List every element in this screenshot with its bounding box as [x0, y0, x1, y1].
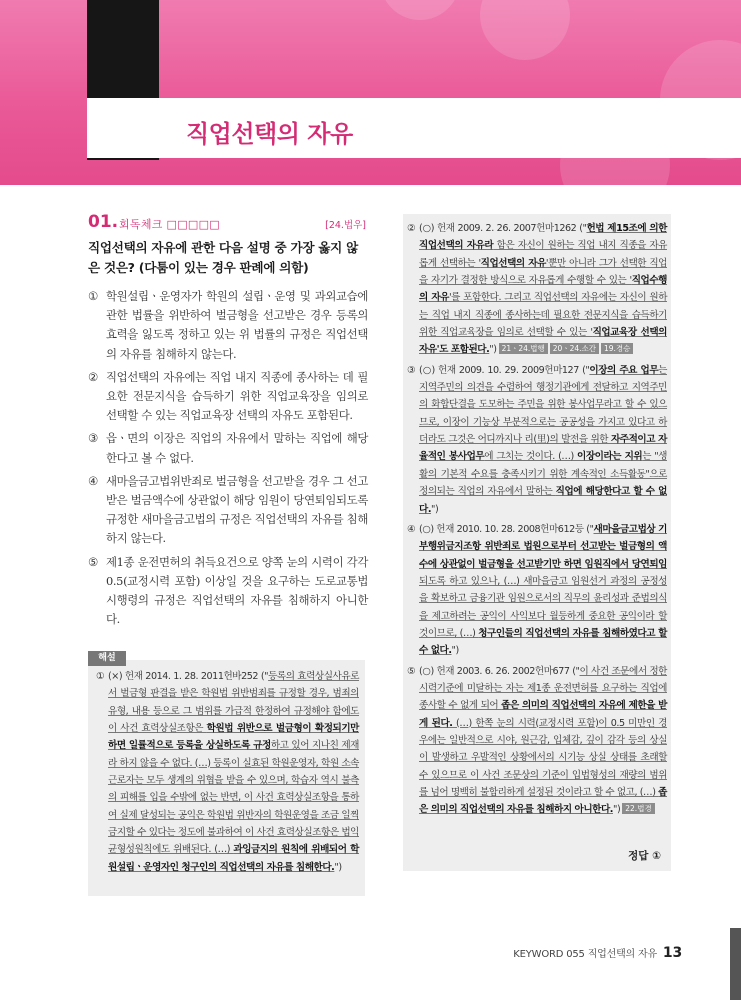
- answer-options: [88, 287, 368, 633]
- explanation-segment: (○) 헌재 2010. 10. 28. 2008헌마612등 (": [419, 523, 594, 535]
- explanation-segment: "): [613, 804, 621, 816]
- explanation-segment: 등록의 효력상실사유로서 벌금형 판결을 받은 학원법 위반범죄를 규정할 경우, 범죄의 유형, 내용 등으로 그 범위를 가급적 한정하여 규정해야 함에도 이 사건 효력상실조항은: [108, 671, 360, 735]
- explanation-tag: 해설: [88, 651, 126, 666]
- explanation-segment: 과잉금지의 원칙에 위배되어 학원설립ㆍ운영자인 청구인의 직업선택의 자유를 침해한다.: [108, 844, 359, 873]
- explanation-segment: '뿐만 아니라 그가 선택한 직업을 자기가 결정한 방식으로 자유롭게 수행할 수 있는 ': [419, 257, 667, 287]
- explanation-segment: 학원법 위반으로 벌금형이 확정되기만 하면 일률적으로 등록을 상실하도록 규정: [108, 723, 359, 752]
- keyword-label: KEYWORD: [100, 108, 156, 118]
- footer-text: KEYWORD 055 직업선택의 자유: [513, 949, 657, 960]
- option-mark: ④: [88, 473, 98, 488]
- option-mark: ③: [88, 431, 98, 446]
- exam-badge: 20ㆍ24.소간: [550, 343, 599, 354]
- explanation-segment: (○) 헌재 2009. 2. 26. 2007헌마1262 (": [419, 223, 587, 234]
- option-4[interactable]: [88, 472, 368, 549]
- explanation-paragraph-2: [407, 220, 667, 359]
- explanation-segment: "): [431, 503, 439, 515]
- option-mark: ⑤: [88, 554, 98, 569]
- option-text: 제1종 운전면허의 취득요건으로 양쪽 눈의 시력이 각각 0.5(교정시력 포함) 이상일 것을 요구하는 도로교통법 시행령의 규정은 직업선택의 자유를 침해하지 아니한다.: [106, 554, 368, 627]
- explanation-paragraph-1: [96, 668, 359, 876]
- explanation-mark: ②: [407, 223, 416, 234]
- explanation-segment: 에 그치는 것이다. (…): [484, 451, 577, 463]
- explanation-text-left: [96, 668, 359, 879]
- explanation-segment: 직업교육장 선택의 자유'도 포함된다.: [419, 327, 667, 356]
- explanation-mark: ①: [96, 671, 105, 682]
- decorative-circle: [380, 0, 460, 20]
- review-checkboxes: 회독체크 □□□□□: [119, 218, 220, 231]
- explanation-segment: 하고 있어 지나친 제재라 하지 않을 수 없다. (…) 등록이 실효된 학원운영자, 학원 소속 근로자는 모두 생계의 위협을 받을 수 있으며, 학습자 역시 불측의 피해를 입을 수밖에 없는 반면, 이 사건 효력상실조항을 통하여 실제 달성되는 공익은 학원법 위반자의 학원운영을 조금 일찍 금지할 수 있다는 정도에 불과하여 이 사건 효력상실조항은 법익균형성원칙에도 위배된다. (…): [108, 740, 359, 856]
- option-2[interactable]: [88, 368, 368, 426]
- explanation-segment: 직업선택의 자유: [480, 257, 546, 269]
- option-3[interactable]: [88, 429, 368, 467]
- option-text: 읍ㆍ면의 이장은 직업의 자유에서 말하는 직업에 해당한다고 볼 수 없다.: [106, 431, 368, 465]
- exam-badge: 19.경승: [601, 343, 633, 354]
- question-stem: 직업선택의 자유에 관한 다음 설명 중 가장 옳지 않은 것은? (다툼이 있는 경우 판례에 의함): [88, 240, 358, 275]
- explanation-segment: 는 "생활의 기본적 수요를 충족시키기 위한 계속적인 소득활동"으로 정의되는 직업의 자유에서 말하는: [419, 451, 667, 498]
- explanation-segment: 되도록 하고 있으나, (…) 새마을금고 임원선거 과정의 공정성을 확보하고 금융기관 임원으로서의 직무의 윤리성과 준법의식을 제고하려는 공익이 사익보다 월등하게 중요한 공익이라 할 것이므로, (…): [419, 575, 667, 639]
- explanation-segment: "): [489, 344, 497, 356]
- explanation-segment: (○) 헌재 2003. 6. 26. 2002헌마677 (": [419, 665, 580, 677]
- explanation-paragraph-5: [407, 663, 667, 819]
- option-text: 새마을금고법위반죄로 벌금형을 선고받을 경우 그 선고받은 벌금액수에 상관없이 해당 임원이 당연퇴임되도록 규정한 새마을금고법의 규정은 직업선택의 자유를 침해하지 않는다.: [106, 473, 368, 546]
- exam-source-tag: [24.법우]: [325, 220, 366, 231]
- option-mark: ②: [88, 369, 98, 384]
- explanation-segment: 는 지역주민의 의견을 수렴하여 행정기관에게 전달하고 지역주민의 화합단결을 도모하는 주민을 위한 봉사업무라고 할 수 있으므로, 이장이 기능상 부분적으로는 공공성을 가지고 있다고 하더라도 그것은 어디까지나 리(里)의 발전을 위한: [419, 364, 667, 446]
- explanation-segment: 직업에 해당한다고 할 수 없다.: [419, 486, 667, 515]
- page-title: 직업선택의 자유: [186, 120, 353, 148]
- option-text: 학원설립ㆍ운영자가 학원의 설립ㆍ운영 및 과외교습에 관한 법률을 위반하여 벌금형을 선고받은 경우 등록의 효력을 잃도록 정하고 있는 위 법률의 규정은 직업선택의 자유를 침해하지 않는다.: [106, 289, 368, 361]
- explanation-mark: ⑤: [407, 665, 416, 677]
- page-footer: [513, 945, 682, 961]
- explanation-segment: (×) 헌재 2014. 1. 28. 2011헌바252 (": [108, 671, 269, 682]
- explanation-mark: ④: [407, 523, 416, 535]
- explanation-paragraph-4: [407, 521, 667, 660]
- decorative-circle: [480, 0, 570, 60]
- explanation-segment: (○) 헌재 2009. 10. 29. 2009헌마127 (": [419, 364, 590, 376]
- question-number: 01.: [88, 212, 119, 232]
- option-mark: ①: [88, 289, 98, 303]
- explanation-segment: 이장의 주요 업무: [589, 364, 659, 376]
- exam-badge: 21ㆍ24.법행: [499, 343, 548, 354]
- explanation-segment: 좁은 의미의 직업선택의 자유를 침해하지 아니한다.: [419, 787, 667, 816]
- explanation-segment: 함은 자신이 원하는 직업 내지 직종을 자유롭게 선택하는 ': [419, 240, 667, 269]
- explanation-paragraph-3: [407, 362, 667, 518]
- answer-key: 정답 ①: [628, 850, 661, 862]
- explanation-segment: 청구인들의 직업선택의 자유를 침해하였다고 할 수 없다.: [419, 627, 667, 657]
- explanation-segment: (…) 한쪽 눈의 시력(교정시력 포함)이 0.5 미만인 경우에는 일반적으로 시야, 원근감, 입체감, 깊이 감각 등의 상실이 발생하고 우발적인 상황에서의 시기능 상실 상태를 초래할 수 있으므로 이 사건 조문상의 기준이 입법형성의 재량의 범위를 넘어 명백히 불합리하게 설정된 것이라고 할 수 없고, (…): [419, 717, 668, 798]
- explanation-mark: ③: [407, 364, 416, 376]
- explanation-segment: 이 사건 조문에서 정한 시력기준에 미달하는 자는 제1종 운전면허를 요구하는 직업에 종사할 수 없게 되어: [419, 665, 667, 712]
- keyword-number: 055: [98, 118, 155, 151]
- explanation-segment: 자주적이고 자율적인 봉사업무: [419, 434, 668, 463]
- explanation-segment: 새마을금고법상 기부행위금지조항 위반죄로 법원으로부터 선고받는 벌금형의 액수에 상관없이 벌금형을 선고받기만 하면 임원직에서 당연퇴임: [419, 523, 667, 570]
- page-number: 13: [662, 945, 682, 961]
- explanation-segment: 좁은 의미의 직업선택의 자유에 제한을 받게 된다.: [419, 700, 667, 729]
- explanation-segment: 헌법 제15조에 의한 직업선택의 자유라: [419, 223, 667, 252]
- explanation-segment: '를 포함한다. 그리고 직업선택의 자유에는 자신이 원하는 직업 내지 직종에 종사하는데 필요한 전문지식을 습득하기 위한 직업교육장을 임의로 선택할 수 있는 ': [419, 292, 668, 339]
- option-text: 직업선택의 자유에는 직업 내지 직종에 종사하는 데 필요한 전문지식을 습득하기 위한 직업교육장을 임의로 선택할 수 있는 직업교육장 선택의 자유도 포함된다.: [106, 369, 368, 423]
- explanation-segment: 직업수행의 자유: [419, 275, 667, 304]
- option-1[interactable]: [88, 287, 368, 364]
- exam-badge: 22.법경: [622, 803, 654, 814]
- explanation-segment: "): [334, 861, 342, 873]
- explanation-segment: "): [451, 645, 459, 657]
- option-5[interactable]: [88, 553, 368, 630]
- explanation-segment: 이장이라는 지위: [577, 451, 643, 463]
- explanation-text-right: [407, 220, 667, 822]
- page-edge-bar: [730, 928, 741, 1000]
- question-header: [88, 212, 366, 235]
